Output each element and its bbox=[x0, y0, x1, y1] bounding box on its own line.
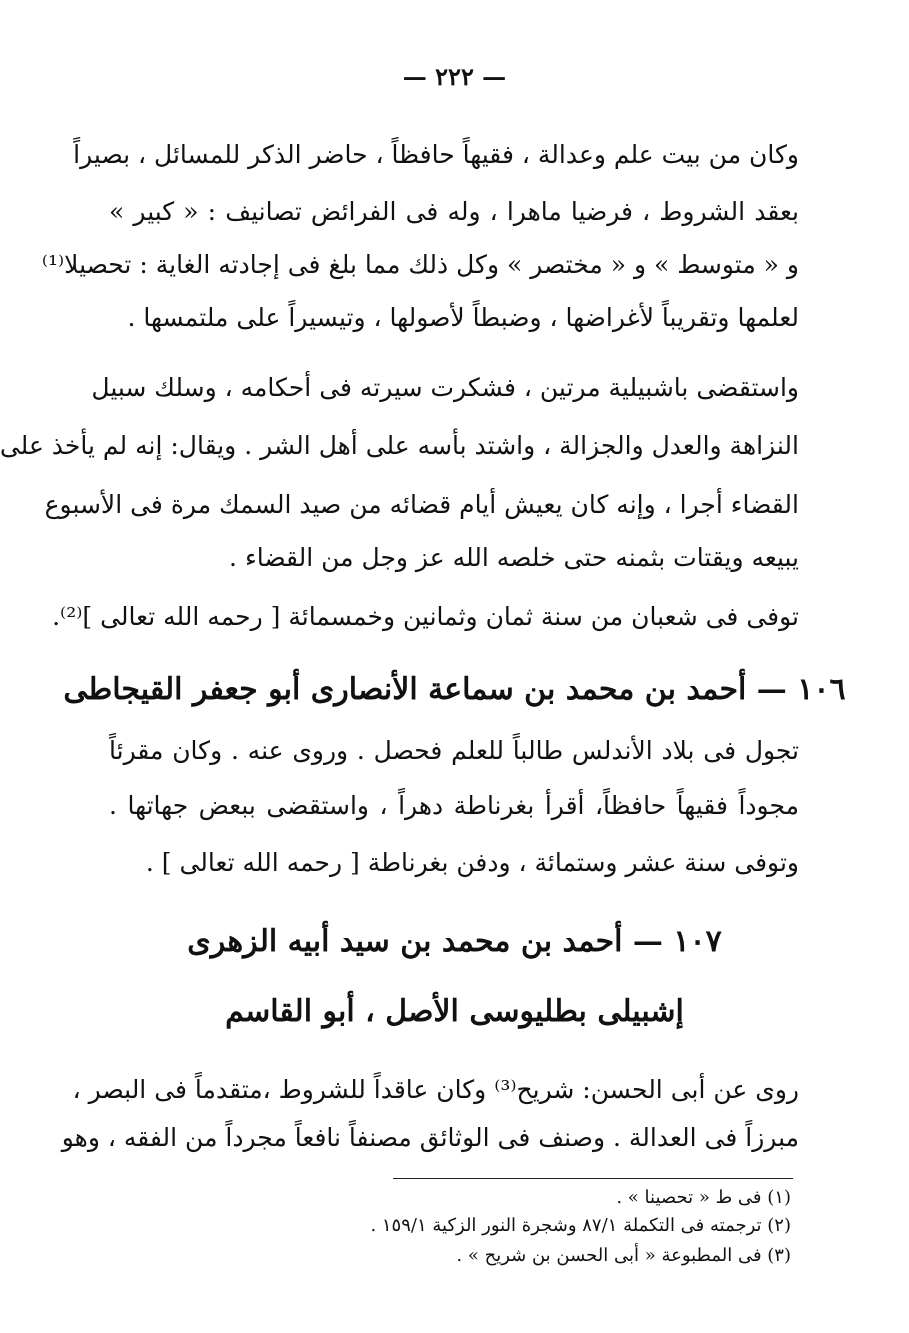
text-line: مجوداً فقيهاً حافظاً، أقرأ بغرناطة دهراً ، واستقضى ببعض جهاتها . bbox=[109, 791, 799, 820]
text-line: القضاء أجرا ، وإنه كان يعيش أيام قضائه من صيد السمك مرة فى الأسبوع bbox=[44, 490, 799, 519]
entry-heading: ١٠٧ — أحمد بن محمد بن سيد أبيه الزهرى bbox=[187, 924, 722, 959]
text-line: وتوفى سنة عشر وستمائة ، ودفن بغرناطة [ رحمه الله تعالى ] . bbox=[145, 848, 799, 877]
text-line: مبرزاً فى العدالة . وصنف فى الوثائق مصنفاً نافعاً مجرداً من الفقه ، وهو bbox=[61, 1123, 799, 1152]
footnote-divider bbox=[393, 1178, 793, 1179]
page-number: — ٢٢٢ — bbox=[402, 62, 507, 91]
footnote: (٣) فى المطبوعة « أبى الحسن بن شريح » . bbox=[456, 1245, 791, 1266]
text-line: توفى فى شعبان من سنة ثمان وثمانين وخمسمائة [ رحمه الله تعالى ]⁽²⁾. bbox=[52, 602, 799, 631]
text-line: بعقد الشروط ، فرضيا ماهرا ، وله فى الفرائض تصانيف : « كبير » bbox=[109, 197, 799, 226]
entry-heading: ١٠٦ — أحمد بن محمد بن سماعة الأنصارى أبو جعفر القيجاطى bbox=[63, 672, 846, 707]
footnote: (٢) ترجمته فى التكملة ٨٧/١ وشجرة النور الزكية ١٥٩/١ . bbox=[370, 1215, 791, 1236]
text-line: تجول فى بلاد الأندلس طالباً للعلم فحصل . وروى عنه . وكان مقرئاً bbox=[109, 736, 799, 765]
text-line: النزاهة والعدل والجزالة ، واشتد بأسه على أهل الشر . ويقال: إنه لم يأخذ على bbox=[0, 431, 799, 460]
text-line: يبيعه ويقتات بثمنه حتى خلصه الله عز وجل من القضاء . bbox=[229, 543, 799, 572]
text-line: واستقضى باشبيلية مرتين ، فشكرت سيرته فى أحكامه ، وسلك سبيل bbox=[91, 373, 799, 402]
text-line: وكان من بيت علم وعدالة ، فقيهاً حافظاً ، حاضر الذكر للمسائل ، بصيراً bbox=[73, 140, 799, 169]
text-line: و « متوسط » و « مختصر » وكل ذلك مما بلغ فى إجادته الغاية : تحصيلا⁽¹⁾ bbox=[41, 250, 799, 279]
text-line: لعلمها وتقريباً لأغراضها ، وضبطاً لأصولها ، وتيسيراً على ملتمسها . bbox=[127, 303, 799, 332]
entry-subheading: إشبيلى بطليوسى الأصل ، أبو القاسم bbox=[225, 994, 684, 1029]
text-line: روى عن أبى الحسن: شريح⁽³⁾ وكان عاقداً للشروط ،متقدماً فى البصر ، bbox=[72, 1075, 799, 1104]
footnote: (١) فى ط « تحصينا » . bbox=[616, 1187, 791, 1208]
